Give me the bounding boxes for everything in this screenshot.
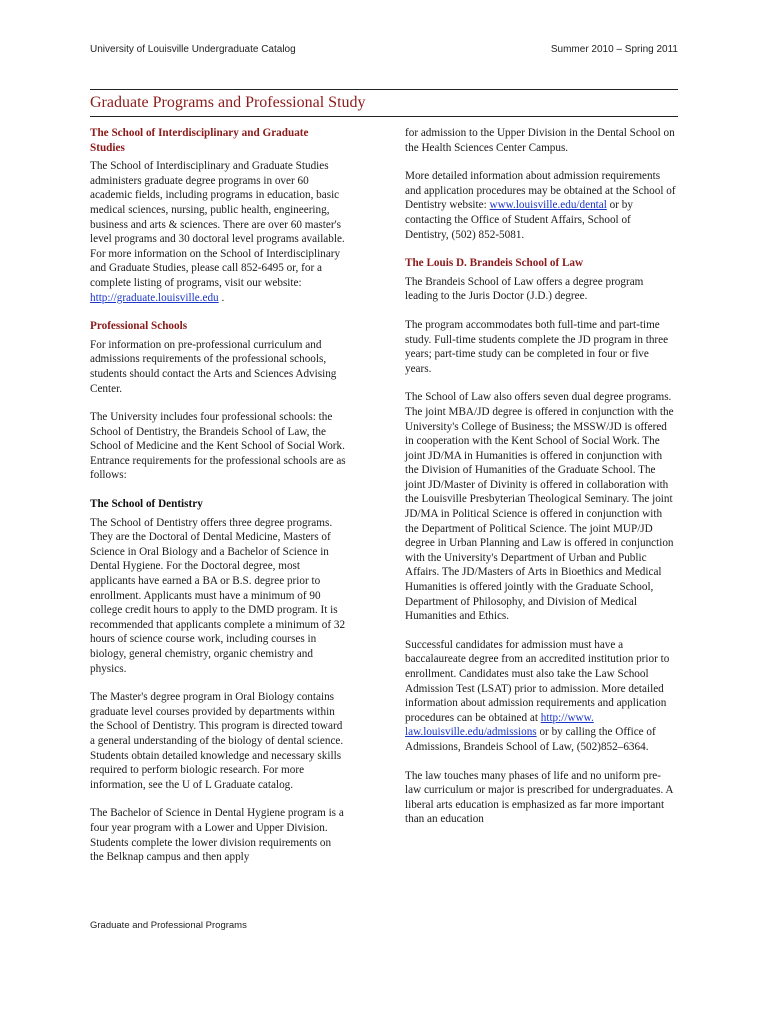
dentistry-para-3: The Bachelor of Science in Dental Hygiene program is a four year program with a Lower and Upper Division. Students complete the lower division requirements on the Belknap campus and then apply (90, 807, 344, 864)
catalog-term: Summer 2010 – Spring 2011 (550, 44, 678, 55)
law-para-1: The Brandeis School of Law offers a degree program leading to the Juris Doctor (J.D.) degree. (405, 275, 644, 303)
dentistry-detail (405, 169, 677, 242)
law-para-3: The School of Law also offers seven dual degree programs. The joint MBA/JD degree is offered in conjunction with the University's College of Business; the MSSW/JD is offered in cooperation with the Kent School of Social Work. The joint JD/MA in Humanities is offered in conjunction with the Division of Humanities of the Graduate School. The joint JD/Master of Divinity is offered in collaboration with the Louisville Presbyterian Theological Seminary. The joint JD/MA in Political Science is offered in conjunction with the Department of Political Science. The joint MUP/JD degree in Urban Planning and Law is offered in conjunction with the University's Department of Urban and Public Affairs. The JD/Masters of Arts in Bioethics and Medical Humanities is offered jointly with the Graduate School, Department of Philosophy, and Division of Medical Humanities and Ethics. (405, 391, 674, 623)
law-para-4-text: Successful candidates for admission must have a baccalaureate degree from an accredited institution prior to enrollment. Candidates must also take the Law School Admission Test (LSAT) prior to admission. More detailed information about admission requirements and application procedures can be obtained at (405, 638, 670, 724)
sig-paragraph (90, 159, 346, 305)
dentistry-continued: for admission to the Upper Division in the Dental School on the Health Sciences Center Campus. (405, 127, 675, 154)
law-para-4 (405, 638, 677, 755)
right-column (405, 126, 677, 841)
sig-after: . (218, 291, 225, 304)
law-para-2: The program accommodates both full-time and part-time study. Full-time students complete the JD program in three years; part-time study can be completed in four or five years. (405, 318, 669, 375)
professional-para-1: For information on pre-professional curriculum and admissions requirements of the professional schools, students should contact the Arts and Sciences Advising Center. (90, 338, 337, 395)
law-para-4-after: or by calling the Office of Admissions, Brandeis School of Law, (502)852–6364. (405, 726, 656, 753)
dentistry-detail-after: or by contacting the Office of Student Affairs, School of Dentistry, (502) 852-5081. (405, 199, 633, 241)
left-column (90, 126, 346, 879)
dentistry-detail-text: More detailed information about admission requirements and application procedures may be obtained at the School of Dentistry website: (405, 170, 676, 212)
dentistry-para-1: The School of Dentistry offers three degree programs. They are the Doctoral of Dental Medicine, Masters of Science in Oral Biology and a Bachelor of Science in Dental Hygiene. For the Doctoral degree, most applicants have earned a BA or B.S. degree prior to enrollment. Applicants must have a minimum of 90 college credit hours to apply to the DMD program. It is recommended that applicants complete a minimum of 32 hours of science course work, including courses in biology, general chemistry, organic chemistry and physics. (90, 516, 346, 675)
dental-link[interactable]: www.louisville.edu/dental (489, 199, 607, 212)
graduate-link[interactable]: http://graduate.louisville.edu (90, 291, 219, 304)
header-rule (90, 89, 678, 90)
catalog-name: University of Louisville Undergraduate Catalog (90, 44, 296, 55)
law-heading: The Louis D. Brandeis School of Law (405, 257, 584, 270)
law-para-5: The law touches many phases of life and no uniform pre-law curriculum or major is prescribed for undergraduates. A liberal arts education is emphasized as far more important than an education (405, 769, 673, 826)
sig-heading: The School of Interdisciplinary and Graduate Studies (90, 127, 309, 154)
professional-para-2: The University includes four professional schools: the School of Dentistry, the Brandeis School of Law, the School of Medicine and the Kent School of Social Work. Entrance requirements for the professional schools are as follows: (90, 411, 346, 482)
professional-heading: Professional Schools (90, 320, 188, 333)
page-title: Graduate Programs and Professional Study (90, 94, 366, 111)
dentistry-para-2: The Master's degree program in Oral Biology contains graduate level courses provided by departments within the School of Dentistry. This program is directed toward a general understanding of the biology of dental science. Students obtain detailed knowledge and necessary skills required to perform biologic research. For more information, see the U of L Graduate catalog. (90, 691, 344, 791)
dentistry-heading: The School of Dentistry (90, 498, 203, 511)
running-header (90, 44, 678, 55)
title-rule (90, 116, 678, 117)
page-footer: Graduate and Professional Programs (90, 920, 247, 931)
sig-text: The School of Interdisciplinary and Graduate Studies administers graduate degree programs in over 60 academic fields, including programs in education, basic medical sciences, nursing, public health, engineering, business and arts & sciences. There are over 60 master's level programs and 30 doctoral level programs available. For more information on the School of Interdisciplinary and Graduate Studies, please call 852-6495 or, for a complete listing of programs, visit our website: (90, 160, 345, 289)
law-admissions-link[interactable]: http://www. law.louisville.edu/admissions (405, 711, 594, 739)
